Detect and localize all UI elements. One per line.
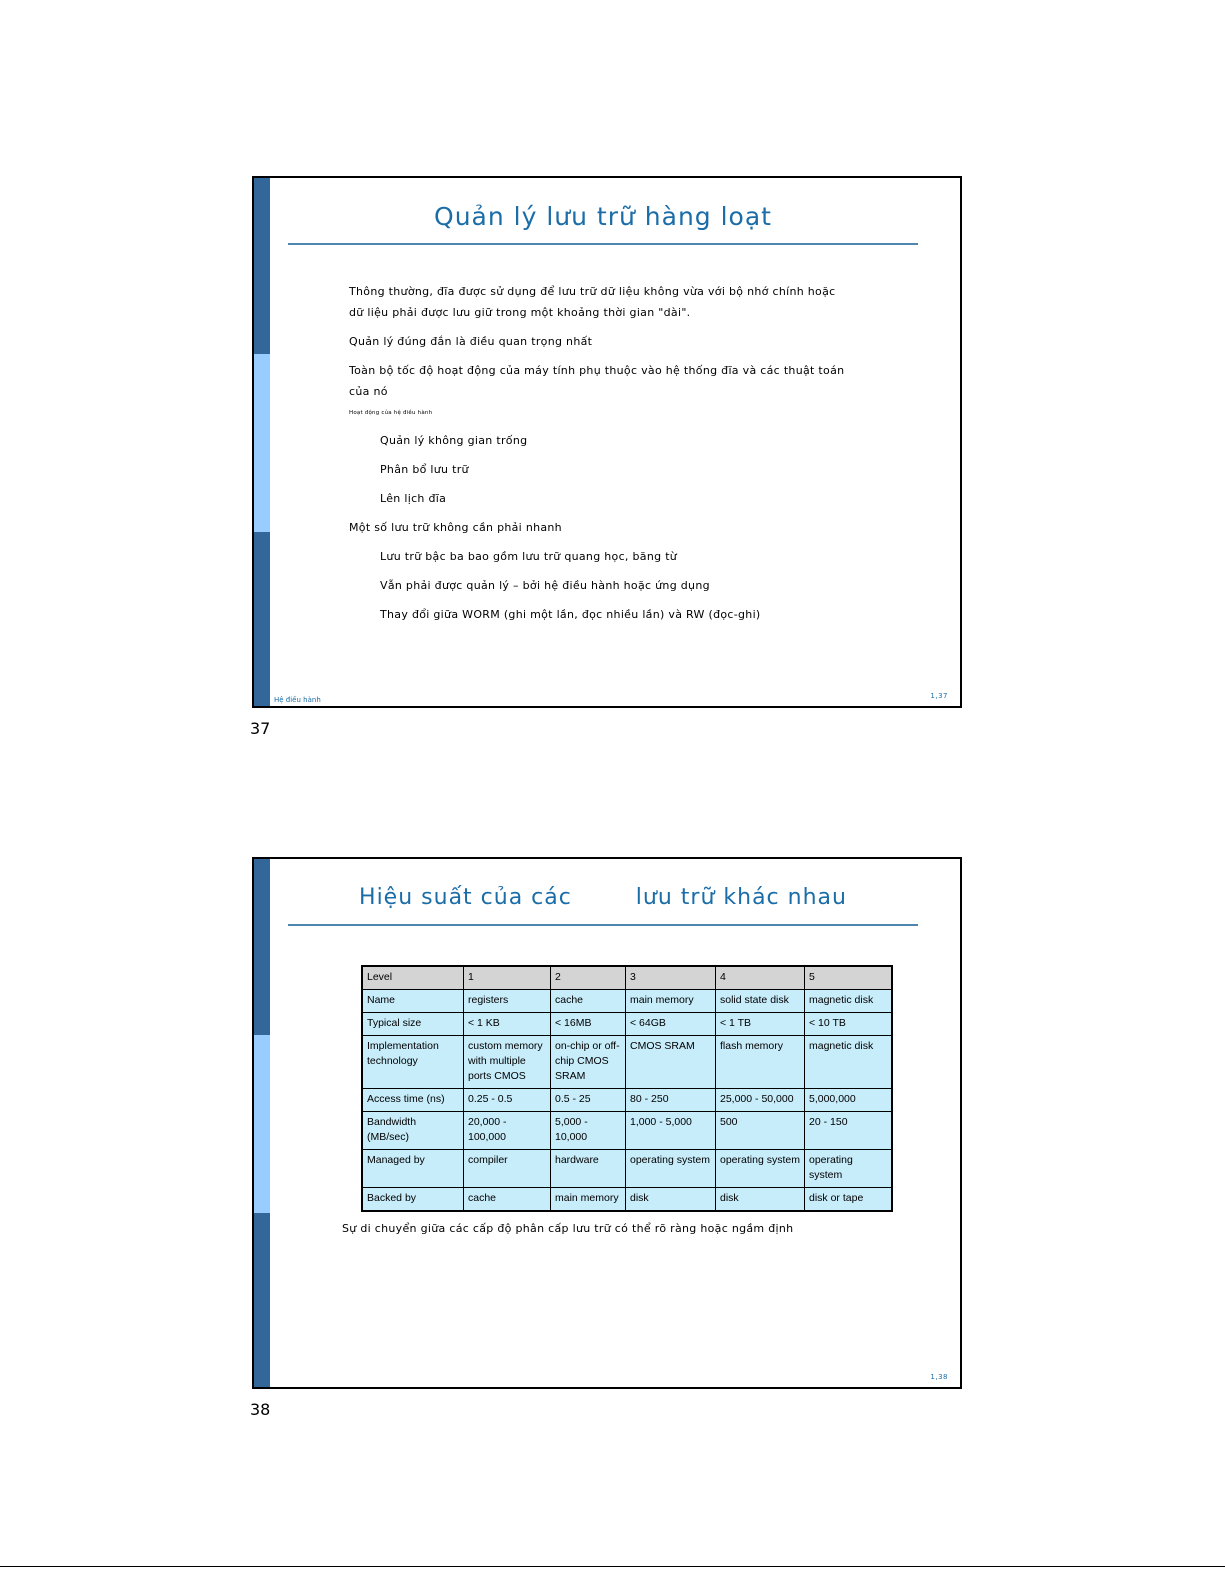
sidebar-block-dark-top [254,859,270,1035]
slide-title: Hiệu suất của các lưu trữ khác nhau [359,885,847,910]
footer-slide-number: 1,38 [930,1373,948,1381]
table-cell: 80 - 250 [626,1089,716,1112]
sidebar-block-dark-bottom [254,532,270,708]
table-cell: compiler [464,1150,551,1188]
title-rule [288,924,918,926]
table-cell: operating system [805,1150,893,1188]
table-cell: on-chip or off-chip CMOS SRAM [551,1036,626,1089]
table-cell: Access time (ns) [362,1089,464,1112]
slide-body [349,281,889,633]
sub-item: Thay đổi giữa WORM (ghi một lần, đọc nhiều lần) và RW (đọc-ghi) [380,608,761,621]
table-row [362,1112,892,1150]
table-row [362,1013,892,1036]
sub-item: Lên lịch đĩa [380,492,447,505]
sidebar-block-dark-top [254,178,270,354]
table-cell: < 16MB [551,1013,626,1036]
title-rule [288,243,918,245]
table-cell: magnetic disk [805,990,893,1013]
table-cell: 20 - 150 [805,1112,893,1150]
paragraph-line: Toàn bộ tốc độ hoạt động của máy tính phụ thuộc vào hệ thống đĩa và các thuật toán [349,364,845,377]
table-cell: < 1 KB [464,1013,551,1036]
table-cell: 20,000 - 100,000 [464,1112,551,1150]
table-header-cell: 1 [464,966,551,990]
paragraph-line: dữ liệu phải được lưu giữ trong một khoảng thời gian "dài". [349,306,691,319]
table-cell: 0.25 - 0.5 [464,1089,551,1112]
paragraph: Quản lý đúng đắn là điều quan trọng nhất [349,335,593,348]
table-header-cell: 3 [626,966,716,990]
table-cell: Managed by [362,1150,464,1188]
sidebar-block-dark-bottom [254,1213,270,1389]
table-cell: disk [626,1188,716,1212]
table-cell: 500 [716,1112,805,1150]
table-row [362,1089,892,1112]
table-cell: < 1 TB [716,1013,805,1036]
table-header-cell: 2 [551,966,626,990]
table-cell: operating system [626,1150,716,1188]
footer-slide-number: 1,37 [930,692,948,700]
table-cell: cache [551,990,626,1013]
table-cell: Backed by [362,1188,464,1212]
page-bottom-rule [0,1566,1225,1567]
page-number: 37 [250,719,271,738]
table-cell: Implementation technology [362,1036,464,1089]
page-number: 38 [250,1400,271,1419]
table-cell: flash memory [716,1036,805,1089]
table-cell: 1,000 - 5,000 [626,1112,716,1150]
sidebar-block-light [254,354,270,532]
table-cell: 5,000,000 [805,1089,893,1112]
table-cell: < 64GB [626,1013,716,1036]
table-cell: disk [716,1188,805,1212]
table-cell: 25,000 - 50,000 [716,1089,805,1112]
table-cell: Bandwidth (MB/sec) [362,1112,464,1150]
tiny-heading: Hoạt động của hệ điều hành [349,410,433,416]
performance-table [361,965,893,1212]
table-cell: 5,000 - 10,000 [551,1112,626,1150]
table-cell: registers [464,990,551,1013]
table-row [362,1036,892,1089]
table-cell: magnetic disk [805,1036,893,1089]
slide-38 [252,857,962,1389]
table-cell: solid state disk [716,990,805,1013]
table-header-row [362,966,892,990]
table-cell: < 10 TB [805,1013,893,1036]
table-cell: 0.5 - 25 [551,1089,626,1112]
table-cell: disk or tape [805,1188,893,1212]
table-cell: main memory [551,1188,626,1212]
table-cell: hardware [551,1150,626,1188]
table-header-cell: Level [362,966,464,990]
paragraph-line: Thông thường, đĩa được sử dụng để lưu trữ dữ liệu không vừa với bộ nhớ chính hoặc [349,285,836,298]
table-cell: cache [464,1188,551,1212]
table-header-cell: 5 [805,966,893,990]
table-cell: CMOS SRAM [626,1036,716,1089]
sub-item: Quản lý không gian trống [380,434,528,447]
paragraph-line: của nó [349,385,388,398]
sub-item: Lưu trữ bậc ba bao gồm lưu trữ quang học, băng từ [380,550,678,563]
table-row [362,1188,892,1212]
slide-note: Sự di chuyển giữa các cấp độ phân cấp lưu trữ có thể rõ ràng hoặc ngầm định [342,1222,794,1235]
slide-sidebar [254,859,270,1387]
sub-item: Phân bổ lưu trữ [380,463,469,476]
table-row [362,990,892,1013]
table-cell: operating system [716,1150,805,1188]
table-header-cell: 4 [716,966,805,990]
slide-title: Quản lý lưu trữ hàng loạt [434,202,772,231]
sidebar-block-light [254,1035,270,1213]
slide-37 [252,176,962,708]
table-cell: Name [362,990,464,1013]
table-cell: Typical size [362,1013,464,1036]
footer-course-name: Hệ điều hành [274,696,321,704]
table-cell: custom memory with multiple ports CMOS [464,1036,551,1089]
table-row [362,1150,892,1188]
sub-item: Vẫn phải được quản lý – bởi hệ điều hành hoặc ứng dụng [380,579,710,592]
table-cell: main memory [626,990,716,1013]
paragraph: Một số lưu trữ không cần phải nhanh [349,521,562,534]
slide-sidebar [254,178,270,706]
